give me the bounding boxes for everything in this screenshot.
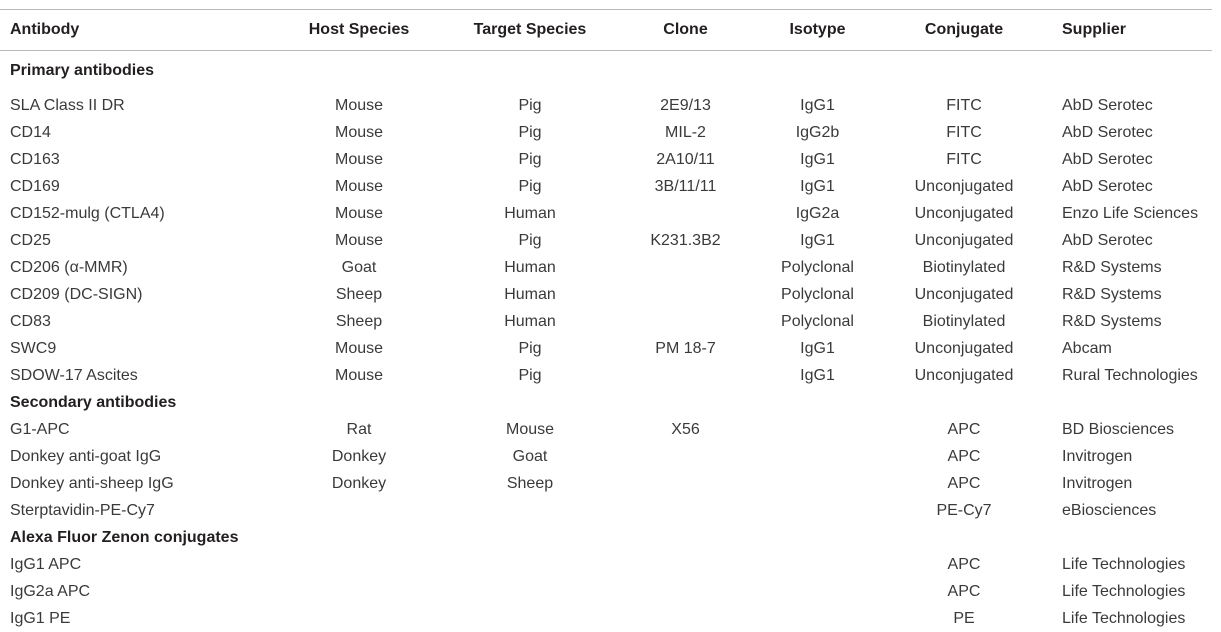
cell-supplier: AbD Serotec: [1062, 231, 1153, 249]
cell-conjugate: APC: [947, 474, 981, 492]
cell-target-species: Pig: [518, 231, 542, 249]
section-row: [0, 389, 1212, 416]
cell-clone: PM 18-7: [655, 339, 716, 357]
cell-isotype: IgG2a: [795, 204, 840, 222]
cell-isotype: [769, 443, 866, 470]
table-row: [0, 443, 1212, 470]
cell-clone: [602, 200, 769, 227]
cell-supplier: R&D Systems: [1062, 285, 1162, 303]
cell-isotype: IgG1: [800, 339, 835, 357]
header-isotype: Isotype: [789, 21, 846, 38]
cell-target-species: Goat: [512, 447, 548, 465]
cell-host-species: Goat: [341, 258, 377, 276]
cell-supplier: eBiosciences: [1062, 501, 1157, 519]
cell-isotype: Polyclonal: [781, 312, 854, 330]
cell-antibody: Sterptavidin-PE-Cy7: [10, 501, 155, 519]
cell-target-species: Human: [504, 285, 556, 303]
cell-antibody: CD25: [10, 231, 51, 249]
cell-isotype: [769, 551, 866, 578]
cell-target-species: [458, 605, 602, 632]
cell-supplier: Abcam: [1062, 339, 1112, 357]
cell-conjugate: APC: [947, 582, 981, 600]
table-row: [0, 173, 1212, 200]
cell-isotype: IgG1: [800, 96, 835, 114]
cell-clone: [602, 605, 769, 632]
cell-isotype: [769, 470, 866, 497]
cell-supplier: AbD Serotec: [1062, 96, 1153, 114]
cell-conjugate: Unconjugated: [914, 204, 1014, 222]
cell-target-species: [458, 578, 602, 605]
cell-target-species: Human: [504, 312, 556, 330]
table-row: [0, 416, 1212, 443]
cell-conjugate: Unconjugated: [914, 285, 1014, 303]
cell-supplier: Invitrogen: [1062, 474, 1133, 492]
cell-target-species: Mouse: [505, 420, 555, 438]
cell-clone: [602, 281, 769, 308]
header-antibody: Antibody: [10, 21, 80, 38]
cell-clone: K231.3B2: [650, 231, 721, 249]
section-title: Primary antibodies: [10, 62, 155, 79]
cell-supplier: BD Biosciences: [1062, 420, 1175, 438]
cell-host-species: Sheep: [335, 312, 383, 330]
cell-target-species: Sheep: [506, 474, 554, 492]
cell-target-species: Pig: [518, 123, 542, 141]
cell-antibody: SWC9: [10, 339, 57, 357]
cell-isotype: IgG1: [800, 177, 835, 195]
cell-conjugate: FITC: [946, 150, 982, 168]
table-row: [0, 254, 1212, 281]
cell-conjugate: Biotinylated: [922, 312, 1006, 330]
cell-clone: 3B/11/11: [654, 177, 717, 195]
cell-clone: [602, 578, 769, 605]
cell-host-species: [260, 551, 458, 578]
cell-supplier: Enzo Life Sciences: [1062, 204, 1199, 222]
cell-antibody: CD152-mulg (CTLA4): [10, 204, 165, 222]
cell-isotype: [769, 578, 866, 605]
cell-clone: MIL-2: [665, 123, 706, 141]
cell-conjugate: Unconjugated: [914, 177, 1014, 195]
cell-target-species: Pig: [518, 150, 542, 168]
cell-clone: [602, 308, 769, 335]
section-row: [0, 50, 1212, 92]
header-host-species: Host Species: [308, 21, 410, 38]
cell-host-species: Mouse: [334, 150, 384, 168]
cell-antibody: SDOW-17 Ascites: [10, 366, 138, 384]
table-body: [0, 50, 1212, 632]
cell-isotype: [769, 605, 866, 632]
cell-conjugate: PE: [953, 609, 975, 627]
header-conjugate: Conjugate: [924, 21, 1004, 38]
cell-supplier: Rural Technologies: [1062, 366, 1198, 384]
cell-isotype: IgG2b: [795, 123, 840, 141]
cell-target-species: Human: [504, 258, 556, 276]
cell-target-species: Pig: [518, 96, 542, 114]
cell-isotype: [769, 416, 866, 443]
cell-conjugate: APC: [947, 555, 981, 573]
header-target-species: Target Species: [473, 21, 587, 38]
cell-conjugate: APC: [947, 447, 981, 465]
cell-supplier: Life Technologies: [1062, 582, 1186, 600]
cell-conjugate: Biotinylated: [922, 258, 1006, 276]
cell-target-species: [458, 497, 602, 524]
cell-supplier: AbD Serotec: [1062, 123, 1153, 141]
cell-antibody: CD163: [10, 150, 60, 168]
cell-antibody: CD14: [10, 123, 51, 141]
cell-antibody: CD209 (DC-SIGN): [10, 285, 143, 303]
cell-clone: [602, 362, 769, 389]
cell-host-species: Mouse: [334, 177, 384, 195]
cell-antibody: Donkey anti-sheep IgG: [10, 474, 174, 492]
cell-isotype: IgG1: [800, 366, 835, 384]
cell-host-species: [260, 605, 458, 632]
cell-supplier: AbD Serotec: [1062, 150, 1153, 168]
cell-clone: 2A10/11: [656, 150, 715, 168]
table-row: [0, 227, 1212, 254]
cell-clone: 2E9/13: [660, 96, 711, 114]
cell-supplier: R&D Systems: [1062, 258, 1162, 276]
cell-host-species: Sheep: [335, 285, 383, 303]
cell-isotype: IgG1: [800, 231, 835, 249]
cell-clone: [602, 254, 769, 281]
cell-host-species: Mouse: [334, 204, 384, 222]
table-row: [0, 362, 1212, 389]
cell-clone: [602, 497, 769, 524]
cell-target-species: Human: [504, 204, 556, 222]
cell-clone: [602, 443, 769, 470]
header-clone: Clone: [663, 21, 708, 38]
antibody-table: [0, 10, 1212, 632]
cell-conjugate: Unconjugated: [914, 231, 1014, 249]
table-row: [0, 605, 1212, 632]
cell-host-species: Mouse: [334, 366, 384, 384]
cell-conjugate: APC: [947, 420, 981, 438]
cell-host-species: Donkey: [331, 474, 387, 492]
section-title: Alexa Fluor Zenon conjugates: [10, 528, 239, 546]
cell-host-species: Mouse: [334, 339, 384, 357]
cell-conjugate: Unconjugated: [914, 339, 1014, 357]
cell-supplier: Life Technologies: [1062, 609, 1186, 627]
cell-antibody: SLA Class II DR: [10, 96, 125, 114]
cell-supplier: R&D Systems: [1062, 312, 1162, 330]
cell-antibody: IgG2a APC: [10, 582, 91, 600]
cell-conjugate: Unconjugated: [914, 366, 1014, 384]
table-row: [0, 308, 1212, 335]
cell-isotype: Polyclonal: [781, 285, 854, 303]
cell-antibody: CD206 (α-MMR): [10, 258, 128, 276]
table-row: [0, 200, 1212, 227]
cell-conjugate: FITC: [946, 96, 982, 114]
cell-target-species: Pig: [518, 339, 542, 357]
cell-host-species: [260, 497, 458, 524]
table-row: [0, 470, 1212, 497]
table-row: [0, 146, 1212, 173]
cell-target-species: [458, 551, 602, 578]
cell-host-species: Mouse: [334, 123, 384, 141]
cell-antibody: CD169: [10, 177, 60, 195]
cell-conjugate: FITC: [946, 123, 982, 141]
cell-host-species: Mouse: [334, 231, 384, 249]
cell-host-species: Donkey: [331, 447, 387, 465]
cell-isotype: Polyclonal: [781, 258, 854, 276]
cell-isotype: [769, 497, 866, 524]
table-row: [0, 578, 1212, 605]
cell-antibody: G1-APC: [10, 420, 70, 438]
table-row: [0, 497, 1212, 524]
table-row: [0, 551, 1212, 578]
cell-supplier: Invitrogen: [1062, 447, 1133, 465]
cell-antibody: IgG1 PE: [10, 609, 71, 627]
cell-host-species: Mouse: [334, 96, 384, 114]
cell-clone: [602, 470, 769, 497]
section-row: [0, 524, 1212, 551]
cell-clone: X56: [671, 420, 700, 438]
header-supplier: Supplier: [1062, 21, 1127, 38]
cell-supplier: Life Technologies: [1062, 555, 1186, 573]
cell-target-species: Pig: [518, 177, 542, 195]
section-title: Secondary antibodies: [10, 393, 177, 411]
cell-clone: [602, 551, 769, 578]
table-row: [0, 335, 1212, 362]
cell-antibody: IgG1 APC: [10, 555, 82, 573]
cell-target-species: Pig: [518, 366, 542, 384]
cell-isotype: IgG1: [800, 150, 835, 168]
cell-supplier: AbD Serotec: [1062, 177, 1153, 195]
cell-host-species: Rat: [346, 420, 372, 438]
header-row: [0, 10, 1212, 50]
cell-antibody: Donkey anti-goat IgG: [10, 447, 162, 465]
table-row: [0, 281, 1212, 308]
cell-antibody: CD83: [10, 312, 51, 330]
table-row: [0, 92, 1212, 119]
table-row: [0, 119, 1212, 146]
cell-host-species: [260, 578, 458, 605]
cell-conjugate: PE-Cy7: [936, 501, 992, 519]
